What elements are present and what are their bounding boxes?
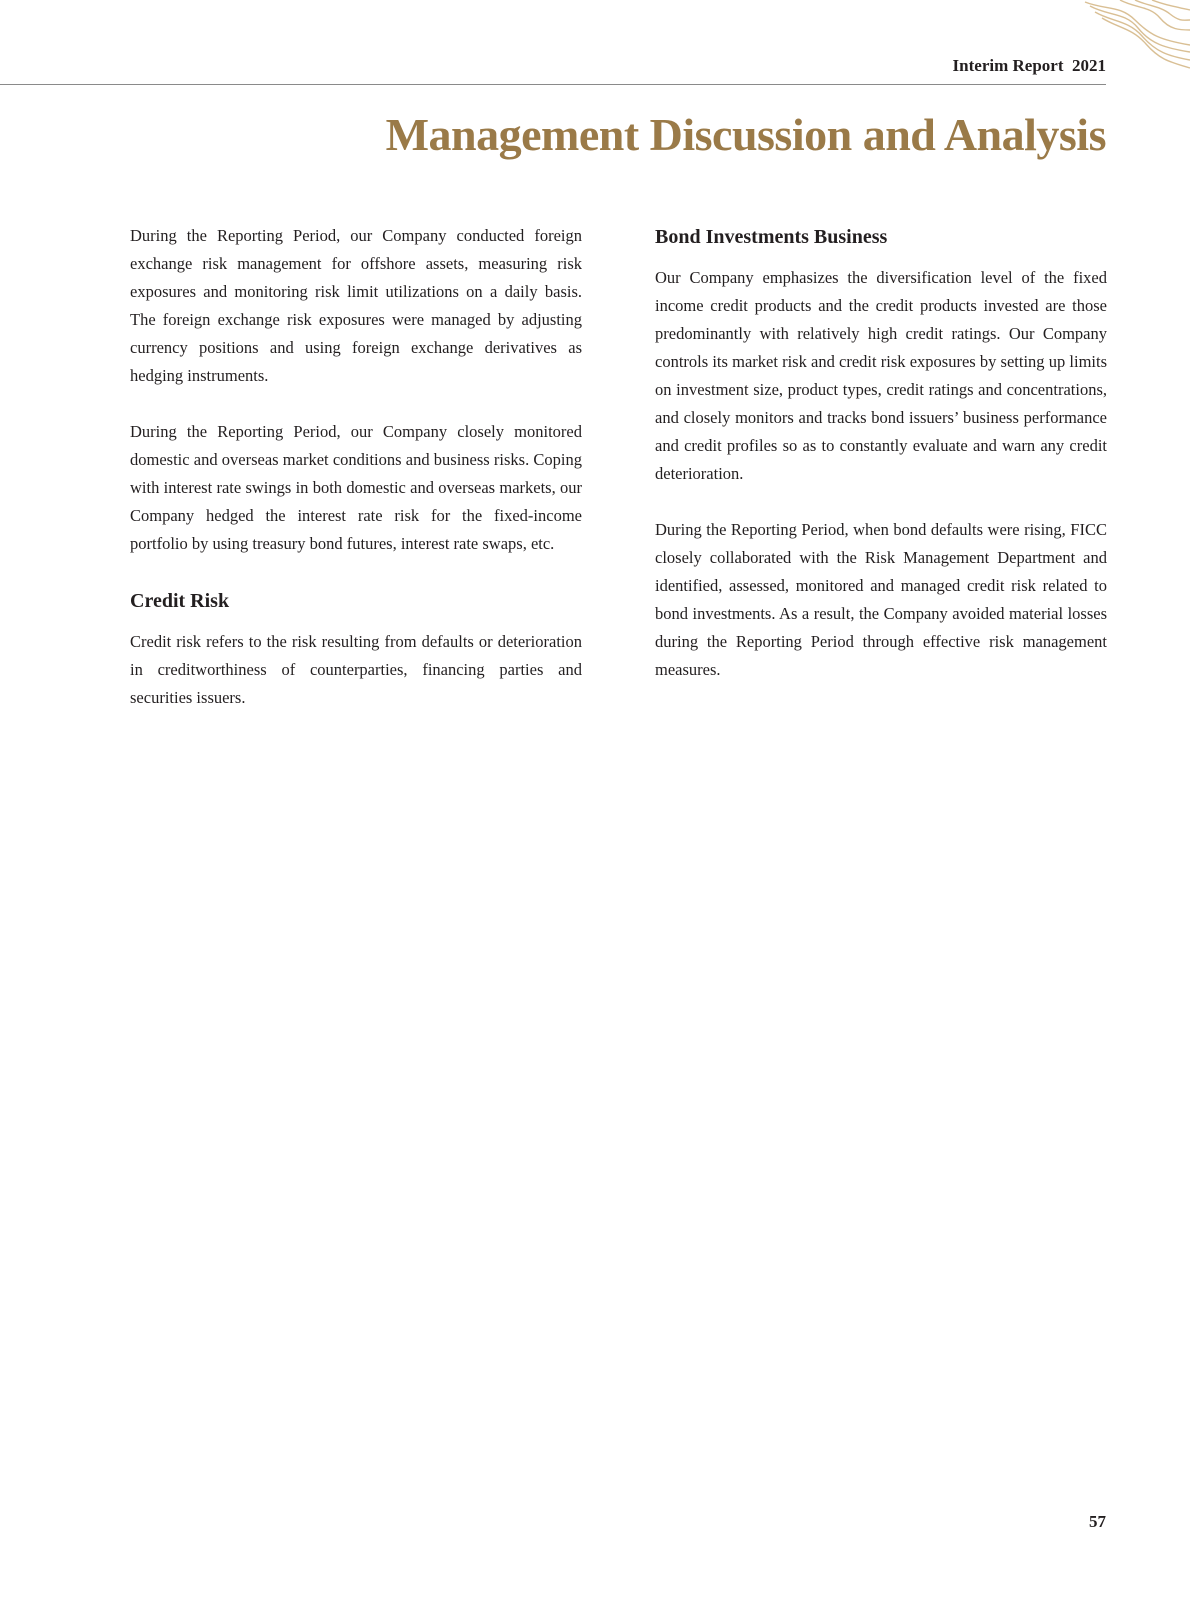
paragraph: Credit risk refers to the risk resulting from defaults or deterioration in creditworthiness of counterparties, financing parties and securities issuers.	[130, 632, 582, 707]
section-heading-credit-risk: Credit Risk	[130, 590, 230, 612]
section-heading-bond-investments: Bond Investments Business	[655, 226, 888, 248]
paragraph: During the Reporting Period, our Company conducted foreign exchange risk management for offshore assets, measuring risk exposures and monitoring risk limit utilizations on a daily basis. The foreign exchange risk exposures were managed by adjusting currency positions and using foreign exchange derivatives as hedging instruments.	[130, 226, 582, 385]
paragraph: Our Company emphasizes the diversification level of the fixed income credit products and the credit products invested are those predominantly with relatively high credit ratings. Our Company controls its market risk and credit risk exposures by setting up limits on investment size, product types, credit ratings and concentrations, and closely monitors and tracks bond issuers’ business performance and credit profiles so as to constantly evaluate and warn any credit deterioration.	[655, 268, 1107, 483]
left-column	[130, 222, 582, 740]
page-title: Management Discussion and Analysis	[385, 109, 1106, 160]
report-label: Interim Report 2021	[952, 56, 1106, 75]
paragraph: During the Reporting Period, our Company closely monitored domestic and overseas market conditions and business risks. Coping with interest rate swings in both domestic and overseas markets, our Company hedged the interest rate risk for the fixed-income portfolio by using treasury bond futures, interest rate swaps, etc.	[130, 422, 582, 553]
paragraph: During the Reporting Period, when bond defaults were rising, FICC closely collaborated with the Risk Management Department and identified, assessed, monitored and managed credit risk related to bond investments. As a result, the Company avoided material losses during the Reporting Period through effective risk management measures.	[655, 520, 1107, 679]
header-divider	[0, 84, 1106, 85]
page-number: 57	[1089, 1512, 1106, 1531]
right-column	[655, 222, 1107, 712]
